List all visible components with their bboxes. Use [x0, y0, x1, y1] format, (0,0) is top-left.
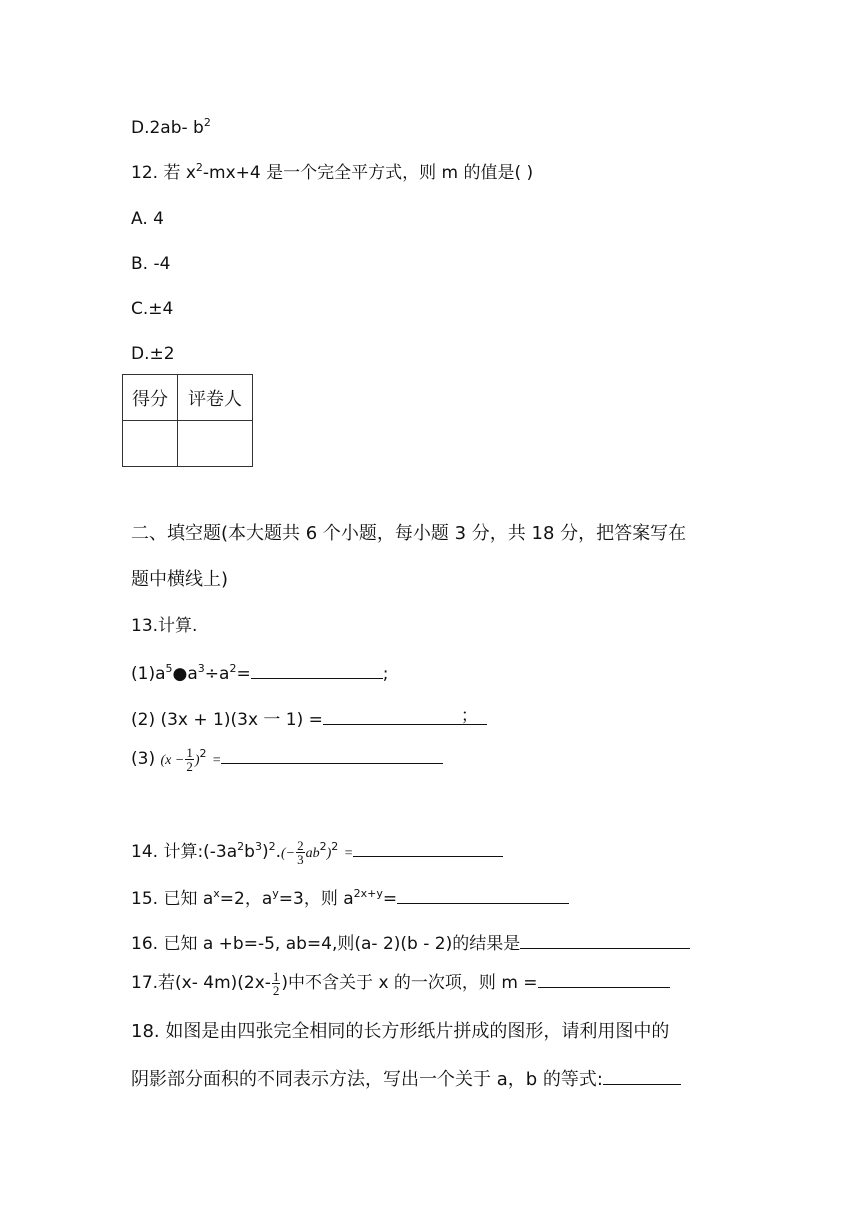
q18-line2 — [131, 1066, 681, 1092]
q12-option-c: C.±4 — [131, 299, 174, 319]
q14-sup1: 2 — [237, 840, 245, 853]
q14-mid: b — [244, 842, 255, 862]
q17-a: 17.若(x- 4m)(2x- — [131, 973, 271, 993]
q14-dot: . — [275, 842, 282, 862]
q13-p3-math-b: ) — [194, 753, 200, 768]
q13-title: 13.计算. — [131, 616, 198, 636]
section2-title-line2: 题中横线上) — [131, 569, 229, 590]
q13-p3-exp: 2 — [199, 747, 207, 760]
q14-den: 3 — [297, 851, 304, 867]
q18-line2-text: 阴影部分面积的不同表示方法，写出一个关于 a，b 的等式: — [131, 1069, 603, 1090]
q15-sup3: 2x+y — [353, 887, 383, 900]
score-header-score: 得分 — [123, 375, 178, 421]
q13-p2-answer-blank[interactable] — [323, 706, 487, 725]
q15-sup1: x — [213, 887, 220, 900]
q17-den: 2 — [272, 982, 280, 998]
q12-text-a: 12. 若 x — [131, 163, 196, 183]
q18-line1: 18. 如图是由四张完全相同的长方形纸片拼成的图形，请利用图中的 — [131, 1021, 670, 1042]
q12-stem — [131, 161, 533, 185]
q18-answer-blank[interactable] — [603, 1066, 681, 1085]
q13-p3-eq: = — [211, 753, 222, 768]
q13-p1-answer-blank[interactable] — [251, 660, 383, 679]
q16-answer-blank[interactable] — [520, 930, 690, 949]
q14-eq: = — [343, 846, 354, 861]
q13-p1-c: ÷a — [204, 664, 230, 684]
q11-option-d — [131, 116, 211, 140]
score-table — [122, 374, 253, 467]
q16 — [131, 930, 690, 956]
q15-b: =2，a — [219, 889, 273, 909]
score-table-header-row — [123, 375, 253, 421]
q15-c: =3，则 a — [278, 889, 354, 909]
q14-num: 2 — [297, 837, 304, 853]
q14-answer-blank[interactable] — [353, 838, 503, 857]
q13-p3-fraction — [185, 746, 194, 773]
q13-p1-b: ●a — [172, 664, 198, 684]
q14-sup4: 2 — [319, 840, 327, 853]
q12-option-b: B. -4 — [131, 254, 171, 274]
q15-d: = — [382, 889, 398, 909]
q16-text: 16. 已知 a +b=-5, ab=4,则(a- 2)(b - 2)的结果是 — [131, 934, 521, 954]
score-header-grader: 评卷人 — [178, 375, 253, 421]
q13-p1-a: (1)a — [131, 664, 166, 684]
q13-p1-sup2: 3 — [197, 662, 205, 675]
q11-option-d-text: D.2ab- b — [131, 118, 204, 138]
section2-title-line1: 二、填空题(本大题共 6 个小题，每小题 3 分，共 18 分，把答案写在 — [131, 523, 687, 544]
q17 — [131, 966, 670, 1000]
q14-mid2: ) — [261, 842, 269, 862]
q17-num: 1 — [272, 968, 280, 984]
q15-a: 15. 已知 a — [131, 889, 214, 909]
score-cell-grader — [178, 421, 253, 467]
q13-p3-answer-blank[interactable] — [221, 745, 443, 764]
q13-p3-den: 2 — [186, 758, 193, 774]
q17-fraction — [272, 970, 281, 997]
q14-sup5: 2 — [331, 840, 339, 853]
q13-p1-sup1: 5 — [165, 662, 173, 675]
q14-sup2: 3 — [254, 840, 262, 853]
q13-part1 — [131, 660, 388, 686]
q11-option-d-sup: 2 — [203, 116, 211, 129]
q12-option-d: D.±2 — [131, 344, 175, 364]
q13-p1-end: ; — [382, 664, 389, 684]
q13-part3 — [131, 742, 443, 778]
q13-p1-sup3: 2 — [229, 662, 237, 675]
q14-math-a: (− — [281, 846, 296, 861]
q13-p2-text: (2) (3x + 1)(3x 一 1) = — [131, 710, 323, 730]
q14 — [131, 835, 503, 871]
q13-p3-num: 1 — [186, 744, 193, 760]
q15-answer-blank[interactable] — [397, 885, 569, 904]
q15 — [131, 885, 569, 911]
q17-answer-blank[interactable] — [538, 969, 670, 988]
q13-p2-end: ； — [460, 706, 478, 726]
q13-p1-d: = — [236, 664, 251, 684]
q12-text-b: -mx+4 是一个完全平方式，则 m 的值是( ) — [202, 163, 534, 183]
q12-option-a: A. 4 — [131, 209, 164, 229]
q12-sup: 2 — [195, 161, 203, 174]
q13-p3-prefix: (3) — [131, 749, 156, 769]
q14-fraction — [296, 839, 305, 866]
score-table-entry-row — [123, 421, 253, 467]
q14-prefix: 14. 计算:(-3a — [131, 842, 238, 862]
q15-sup2: y — [272, 887, 279, 900]
score-cell-score — [123, 421, 178, 467]
q14-math-b: ab — [305, 846, 320, 861]
q13-p3-math-a: (x − — [160, 753, 185, 768]
q14-math-c: ) — [326, 846, 332, 861]
q14-sup3: 2 — [268, 840, 276, 853]
q17-b: )中不含关于 x 的一次项，则 m = — [281, 973, 538, 993]
q13-part2 — [131, 706, 487, 732]
